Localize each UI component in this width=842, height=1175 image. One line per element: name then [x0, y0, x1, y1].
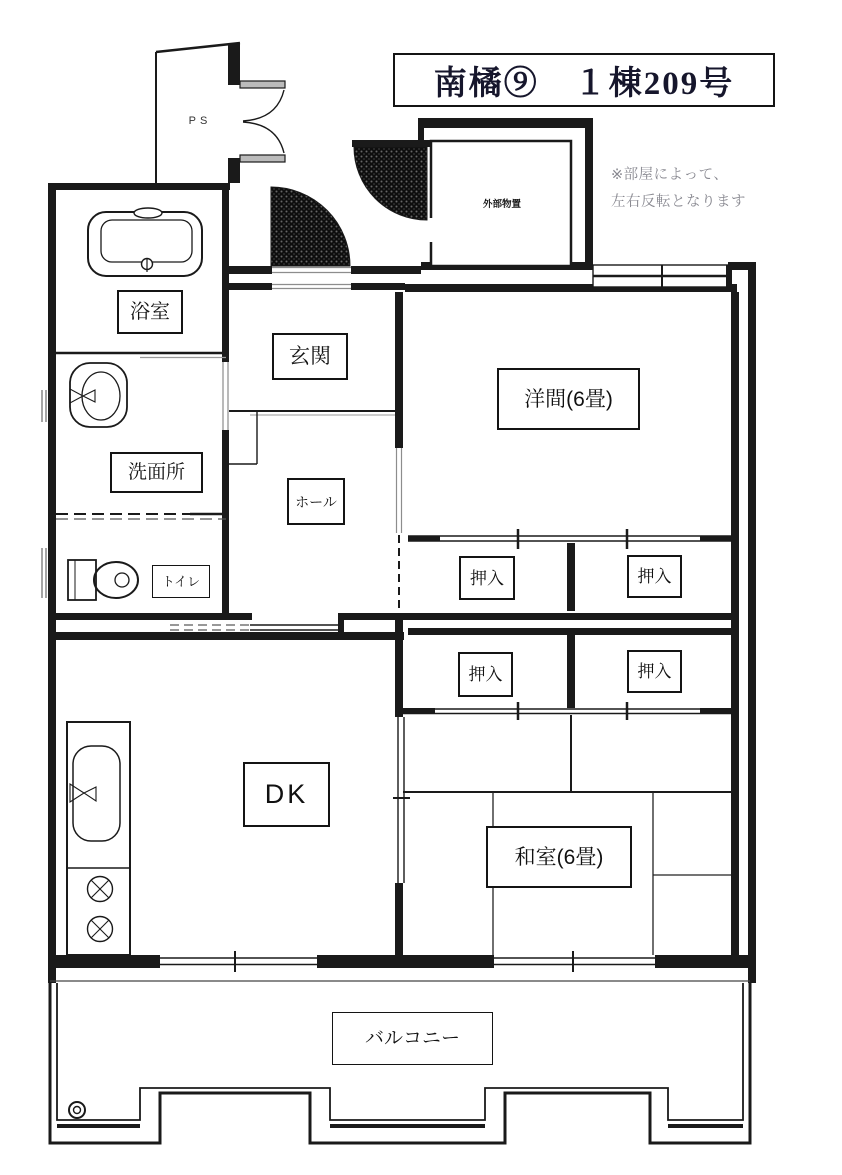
room-label-entrance: 玄関 — [272, 333, 348, 380]
washbasin-icon — [70, 363, 127, 427]
page-title: 南橘⑨ １棟209号 — [393, 53, 775, 107]
entrance-door-swing-icon — [271, 187, 350, 266]
room-label-bath: 浴室 — [117, 290, 183, 334]
room-label-toilet: トイレ — [152, 565, 210, 598]
ps-double-door-icon — [240, 81, 285, 162]
room-label-closet-1: 押入 — [459, 556, 515, 600]
bathtub-icon — [88, 208, 202, 276]
storage-door-swing-icon — [354, 147, 427, 220]
room-label-dk: DK — [243, 762, 330, 827]
mirror-note-line1: ※部屋によって、 — [611, 167, 729, 183]
room-label-balcony: バルコニー — [332, 1012, 493, 1065]
room-label-washroom: 洗面所 — [110, 452, 203, 493]
room-label-western-room: 洋間(6畳) — [497, 368, 640, 430]
balcony-drain-icon — [69, 1102, 85, 1118]
room-label-external-storage: 外部物置 — [482, 199, 521, 211]
room-label-closet-4: 押入 — [627, 650, 682, 693]
room-label-ps: PS — [188, 114, 212, 127]
kitchen-counter-icon — [67, 722, 130, 958]
mirror-note — [611, 162, 746, 216]
room-label-closet-2: 押入 — [627, 555, 682, 598]
room-label-japanese-room: 和室(6畳) — [486, 826, 632, 888]
room-label-hall: ホール — [287, 478, 345, 525]
mirror-note-line2: 左右反転となります — [611, 193, 746, 210]
north-window-icon — [593, 265, 732, 287]
toilet-icon — [68, 560, 138, 600]
thresholds — [272, 268, 351, 289]
room-label-closet-3: 押入 — [458, 652, 513, 697]
